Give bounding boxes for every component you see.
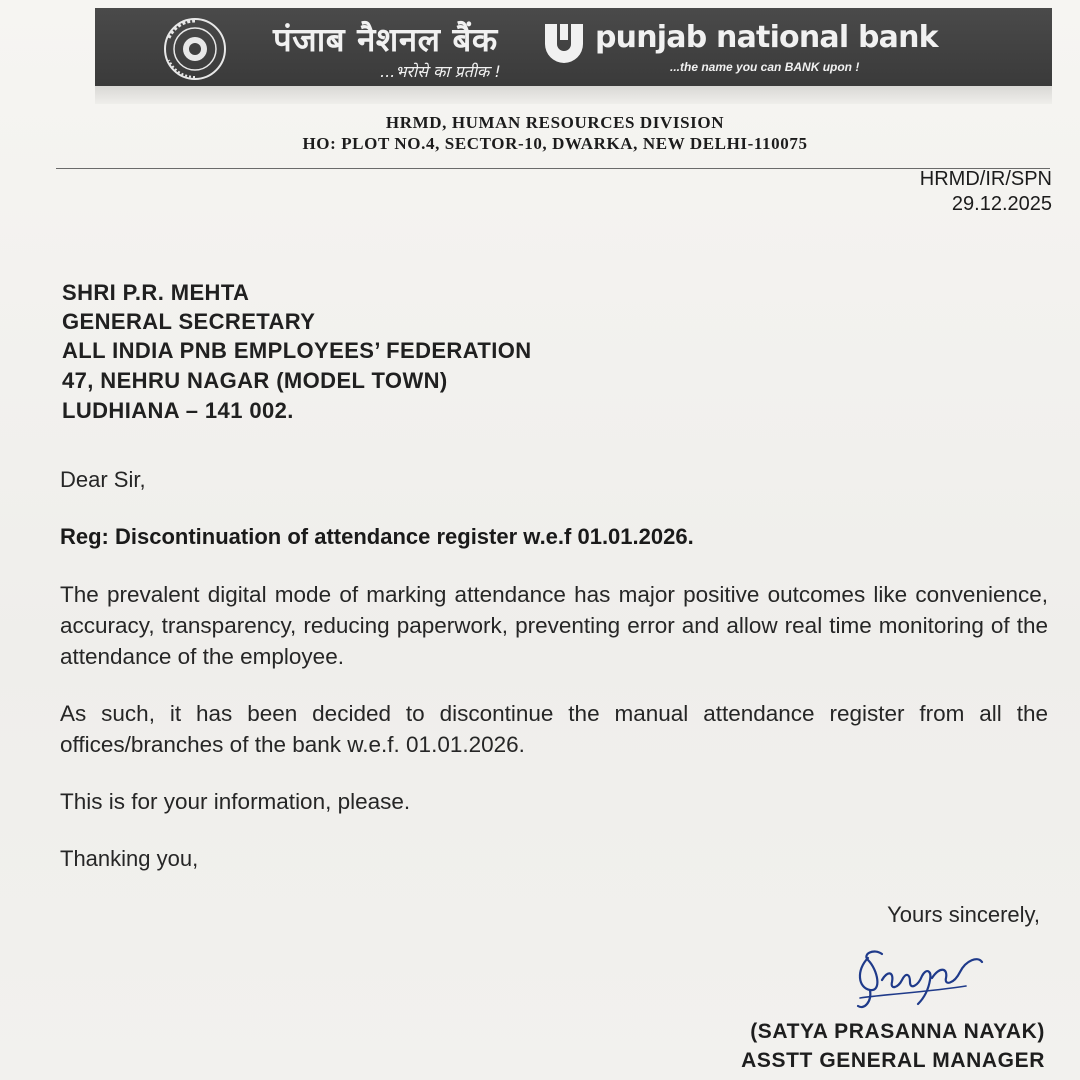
bank-name-english: punjab national bank	[595, 20, 938, 55]
parivartan-emblem-icon	[155, 16, 235, 82]
thanks-line: Thanking you,	[60, 846, 199, 871]
body-paragraph-3: This is for your information, please.	[60, 789, 411, 814]
salutation: Dear Sir,	[60, 467, 146, 492]
signatory-name: (SATYA PRASANNA NAYAK)	[750, 1020, 1045, 1043]
recipient-organization: ALL INDIA PNB EMPLOYEES’ FEDERATION	[62, 338, 532, 363]
letterhead-banner	[95, 8, 1052, 86]
division-address: HO: PLOT NO.4, SECTOR-10, DWARKA, NEW DELHI-110075	[302, 134, 808, 153]
recipient-name: SHRI P.R. MEHTA	[62, 280, 250, 305]
signatory-designation: ASSTT GENERAL MANAGER	[741, 1049, 1045, 1072]
header-divider	[56, 168, 1050, 169]
letter-date: 29.12.2025	[951, 193, 1052, 215]
body-paragraph-2: As such, it has been decided to discontinue the manual attendance register from all the offices/branches of the bank w.e.f. 01.01.2026.	[60, 701, 1048, 757]
pnb-logo-icon	[541, 20, 587, 66]
closing-line: Yours sincerely,	[887, 902, 1040, 927]
recipient-designation: GENERAL SECRETARY	[62, 309, 316, 334]
handwritten-signature	[848, 940, 993, 1020]
bank-name-hindi: पंजाब नैशनल बैंक	[273, 20, 498, 59]
banner-shadow	[95, 86, 1052, 104]
recipient-street: 47, NEHRU NAGAR (MODEL TOWN)	[62, 368, 448, 393]
division-title: HRMD, HUMAN RESOURCES DIVISION	[385, 113, 725, 132]
bank-tagline-hindi: ...भरोसे का प्रतीक !	[380, 62, 501, 81]
bank-tagline-english: ...the name you can BANK upon !	[670, 60, 860, 74]
body-paragraph-1: The prevalent digital mode of marking attendance has major positive outcomes like convenience, accuracy, transparency, reducing paperwork, preventing error and allow real time monitoring of the attendance of the employee.	[60, 582, 1048, 669]
reference-code: HRMD/IR/SPN	[919, 168, 1052, 190]
recipient-city: LUDHIANA – 141 002.	[62, 398, 294, 423]
subject-line: Reg: Discontinuation of attendance register w.e.f 01.01.2026.	[60, 524, 694, 549]
